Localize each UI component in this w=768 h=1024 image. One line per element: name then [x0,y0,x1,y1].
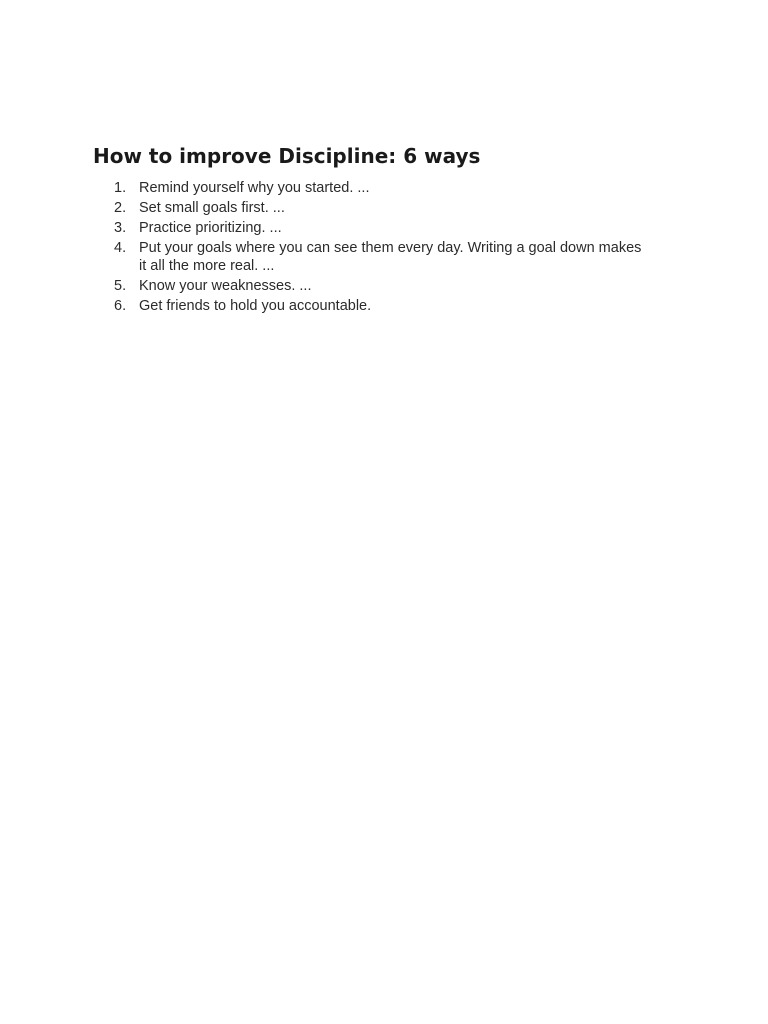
list-item [114,240,644,275]
list-item [114,298,644,316]
list-item-number: 5. [114,277,127,294]
list-item-text: Know your weaknesses. ... [139,277,312,294]
list-item-number: 1. [114,180,127,196]
list-item-number: 6. [114,297,127,314]
list-item [114,180,644,198]
list-item-text: Get friends to hold you accountable. [139,297,372,314]
list-item-text: Set small goals first. ... [139,200,285,216]
list-item [114,278,644,296]
page-title: How to improve Discipline: 6 ways [93,144,481,168]
list-item-text: Remind yourself why you started. ... [139,180,370,196]
list-item [114,200,644,218]
list-item-text: Practice prioritizing. ... [139,220,282,236]
list-item-number: 2. [114,200,127,216]
list-item [114,220,644,238]
list-item-text: Put your goals where you can see them every day. Writing a goal down makes it all the more real. ... [139,240,642,274]
list-item-number: 4. [114,240,127,256]
list-item-number: 3. [114,220,127,236]
ways-list [114,180,644,318]
